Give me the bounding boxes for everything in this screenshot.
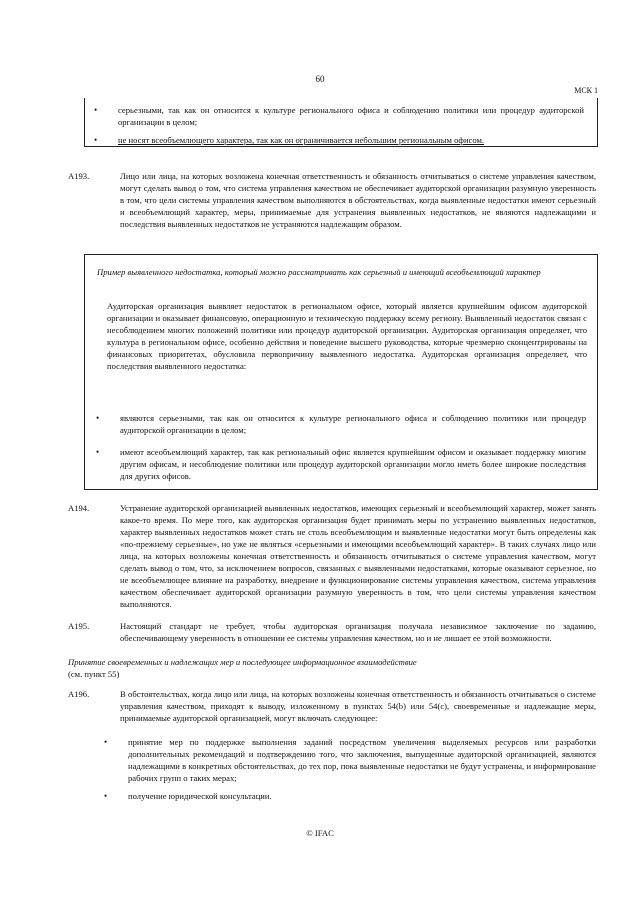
bullet-icon: • — [104, 737, 108, 747]
page-number: 60 — [315, 74, 325, 84]
document-code: МСК 1 — [574, 86, 598, 95]
bullet-icon: • — [96, 413, 100, 423]
section-reference: (см. пункт 55) — [68, 669, 120, 679]
list-item: • принятие мер по поддержке выполнения заданий посредством увеличения выделяемых ресурсов или разработки дополнительных рекомендаций и подтверждению того, что заключения, выпущенные аудиторской организацией, являются надлежащими в конкретных обстоятельствах, до тех пор, пока выявленные недостатки не будут устранены, и информирование рабочих групп о таких мерах; — [104, 737, 596, 783]
paragraph-label: A195. — [68, 621, 90, 631]
paragraph-a193: Лицо или лица, на которых возложена конечная ответственность и обязанность отчитываться о системе управления качеством, могут сделать вывод о том, что система управления качеством не обеспечивает аудиторской организации разумную уверенность в том, что цели системы управления качеством выполняются в обстоятельствах, когда выявленные недостатки имеют серьезный и всеобъемлющий характер, меры, принимаемые для устранения выявленных недостатков, не являются надлежащими и последствия выявленных недостатков не устраняются надлежащим образом. — [120, 171, 596, 229]
list-item: • не носят всеобъемлющего характера, так как он ограничивается небольшим региональным офисом. — [94, 135, 485, 145]
list-item: • получение юридической консультации. — [104, 791, 272, 801]
list-item: • являются серьезными, так как он относится к культуре регионального офиса и соблюдению политики или процедур аудиторской организации в целом; — [96, 413, 586, 435]
paragraph-a194: Устранение аудиторской организацией выявленных недостатков, имеющих серьезный и всеобъемлющий характер, может занять какое-то время. По мере того, как аудиторская организация будет принимать меры по устранению выявленных недостатков, характер выявленных недостатков может стать не столь всеобъемлющим и выявленные недостатки могут быть определены как «по-прежнему серьезные», но уже не являться «серьезными и имеющими всеобъемлющий характер». В таких случаях лицо или лица, на которых возложены конечная ответственность и обязанность отчитываться о системе управления качеством, могут сделать вывод о том, что, за исключением вопросов, связанных с выявленными недостатками, которые оказывают серьезное, но не всеобъемлющее влияние на разработку, внедрение и функционирование системы управления качеством, система управления качеством обеспечивает аудиторской организации разумную уверенность в том, что цели системы управления качеством выполняются. — [120, 503, 596, 609]
paragraph-a195: Настоящий стандарт не требует, чтобы аудиторская организация получала независимое заключение по заданию, обеспечивающему уверенность в отношении ее системы управления качеством, но и не лишает ее этой возможности. — [120, 621, 596, 643]
bullet-icon: • — [104, 791, 108, 801]
footer-copyright: © IFAC — [306, 828, 334, 838]
section-title: Принятие своевременных и надлежащих мер и последующее информационное взаимодействие — [68, 657, 417, 667]
bullet-icon: • — [96, 447, 100, 457]
example-body: Аудиторская организация выявляет недостаток в региональном офисе, который является крупнейшим офисом аудиторской организации и оказывает финансовую, операционную и техническую поддержку всему региону. Выявленный недостаток связан с несоблюдением многих положений политики или процедур аудиторской организации. Аудиторская организация определяет, что культура в региональном офисе, особенно действия и поведение высшего руководства, которые чрезмерно сконцентрированы на финансовых приоритетах, обусловила первопричину выявленного недостатка. Аудиторская организация определяет, что последствия выявленного недостатка: — [107, 301, 587, 371]
paragraph-label: A196. — [68, 689, 90, 699]
example-title: Пример выявленного недостатка, который можно рассматривать как серьезный и имеющий всеобъемлющий характер — [97, 267, 541, 277]
paragraph-a196: В обстоятельствах, когда лицо или лица, на которых возложены конечная ответственность и обязанность отчитываться о системе управления качеством, приходят к выводу, изложенному в пунктах 54(b) или 54(c), своевременные и надлежащие меры, принимаемые аудиторской организацией, могут включать следующее: — [120, 689, 596, 723]
paragraph-label: A193. — [68, 171, 90, 181]
paragraph-label: A194. — [68, 503, 90, 513]
bullet-icon: • — [94, 105, 98, 115]
bullet-icon: • — [94, 135, 98, 145]
list-item: • серьезными, так как он относится к культуре регионального офиса и соблюдению политики или процедур аудиторской организации в целом; — [94, 105, 584, 127]
list-item: • имеют всеобъемлющий характер, так как региональный офис является крупнейшим офисом и оказывает поддержку многим другим офисам, и несоблюдение политики или процедур аудиторской организации могло иметь более широкие последствия для других офисов. — [96, 447, 586, 481]
section-heading — [68, 656, 596, 680]
